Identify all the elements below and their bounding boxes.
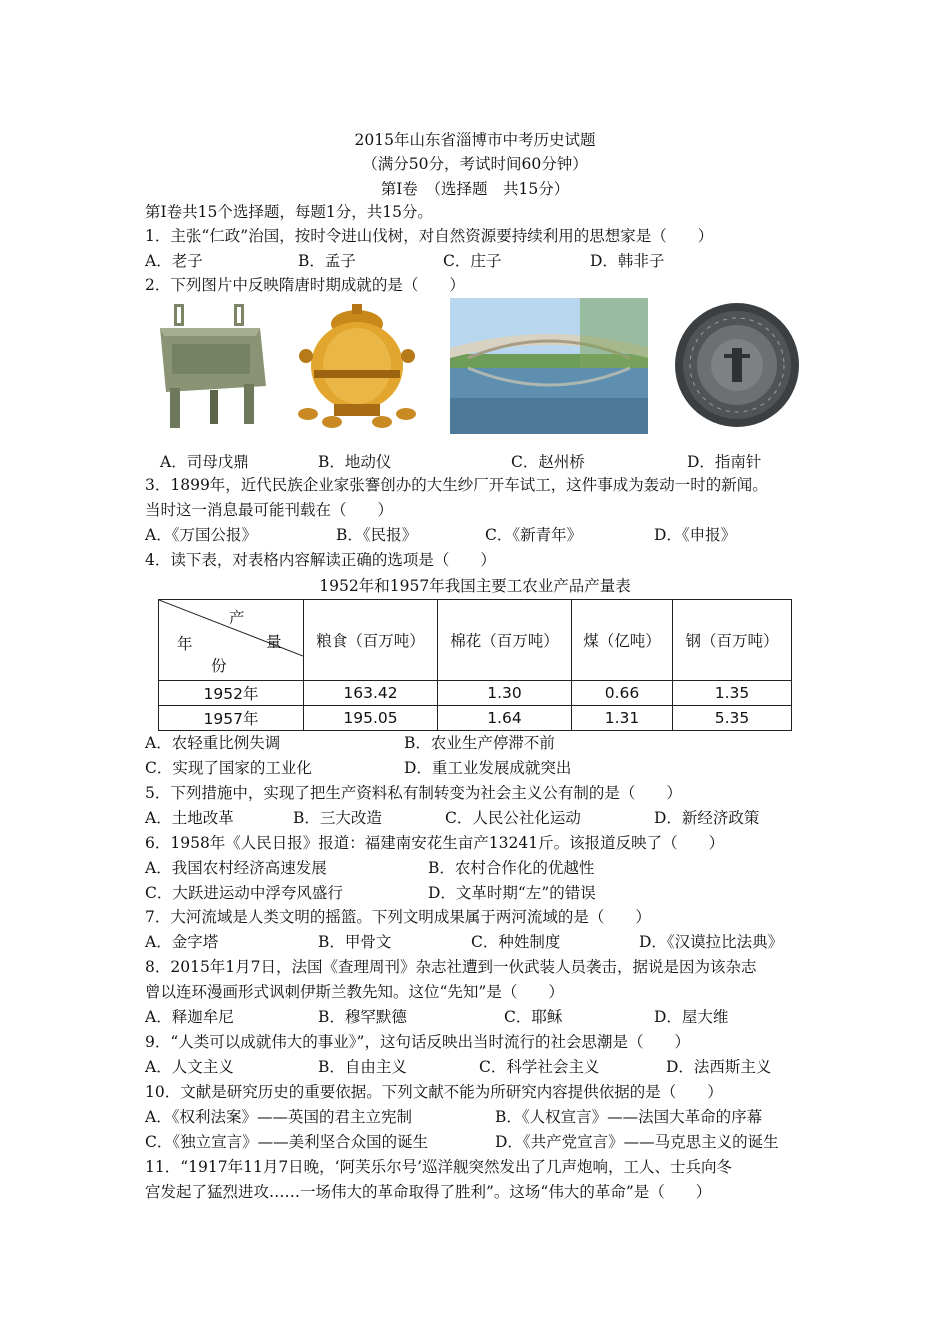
question-7-stem: 7．大河流域是人类文明的摇篮。下列文明成果属于两河流域的是（ ） — [145, 908, 651, 926]
caption-d: D．指南针 — [687, 453, 762, 471]
cell-coal: 1.31 — [572, 706, 673, 731]
option-d: D．《共产党宣言》——马克思主义的诞生 — [495, 1133, 779, 1151]
caption-b: B．地动仪 — [318, 453, 392, 471]
question-3-stem-line-2: 当时这一消息最可能刊载在（ ） — [145, 501, 394, 519]
table-corner-cell — [159, 600, 304, 681]
option-d: D．文革时期“左”的错误 — [428, 884, 596, 902]
option-d: D．韩非子 — [590, 252, 665, 270]
caption-a: A．司母戊鼎 — [160, 453, 249, 471]
option-b: B．《人权宣言》——法国大革命的序幕 — [495, 1108, 763, 1126]
cell-grain: 163.42 — [304, 681, 438, 706]
header-coal: 煤（亿吨） — [572, 600, 673, 681]
ding-image — [152, 302, 274, 434]
option-b: B．穆罕默德 — [318, 1008, 407, 1026]
option-a: A．《万国公报》 — [145, 526, 257, 544]
option-b: B．甲骨文 — [318, 933, 392, 951]
header-cotton: 棉花（百万吨） — [438, 600, 572, 681]
option-b: B．孟子 — [298, 252, 356, 270]
option-b: B．农业生产停滞不前 — [404, 734, 555, 752]
compass-image — [674, 302, 800, 432]
option-b: B．农村合作化的优越性 — [428, 859, 595, 877]
table-row — [159, 681, 792, 706]
section-intro: 第Ⅰ卷共15个选择题，每题1分，共15分。 — [145, 203, 433, 221]
option-b: B．三大改造 — [293, 809, 382, 827]
cell-cotton: 1.30 — [438, 681, 572, 706]
option-c: C．庄子 — [443, 252, 502, 270]
option-c: C．人民公社化运动 — [445, 809, 581, 827]
option-d: D．重工业发展成就突出 — [404, 759, 572, 777]
option-a: A．农轻重比例失调 — [145, 734, 281, 752]
option-a: A．我国农村经济高速发展 — [145, 859, 327, 877]
question-11-stem-line-1: 11．“1917年11月7日晚，‘阿芙乐尔号’巡洋舰突然发出了几声炮响，工人、士兵向冬 — [145, 1158, 733, 1176]
cell-cotton: 1.64 — [438, 706, 572, 731]
question-11-stem-line-2: 宫发起了猛烈进攻……一场伟大的革命取得了胜利”。这场“伟大的革命”是（ ） — [145, 1183, 712, 1201]
question-8-stem-line-2: 曾以连环漫画形式讽刺伊斯兰教先知。这位“先知”是（ ） — [145, 983, 564, 1001]
option-a: A．人文主义 — [145, 1058, 234, 1076]
option-b: B．自由主义 — [318, 1058, 407, 1076]
option-c: C．耶稣 — [504, 1008, 563, 1026]
header-grain: 粮食（百万吨） — [304, 600, 438, 681]
option-c: C．《新青年》 — [485, 526, 583, 544]
table-title: 1952年和1957年我国主要工农业产品产量表 — [319, 577, 631, 595]
option-d: D．屋大维 — [654, 1008, 729, 1026]
page-title: 2015年山东省淄博市中考历史试题 — [354, 131, 596, 149]
question-6-stem: 6．1958年《人民日报》报道：福建南安花生亩产13241斤。该报道反映了（ ） — [145, 834, 725, 852]
option-a: A．老子 — [145, 252, 203, 270]
question-4-stem: 4．读下表，对表格内容解读正确的选项是（ ） — [145, 551, 496, 569]
question-5-stem: 5．下列措施中，实现了把生产资料私有制转变为社会主义公有制的是（ ） — [145, 784, 682, 802]
table-header-row — [159, 600, 792, 681]
question-3-stem-line-1: 3．1899年，近代民族企业家张謇创办的大生纱厂开车试工，这件事成为轰动一时的新闻。 — [145, 476, 768, 494]
zhaozhou-bridge-image — [450, 298, 648, 438]
cell-year: 1957年 — [159, 706, 304, 731]
corner-label-3: 量 — [266, 633, 282, 651]
question-8-stem-line-1: 8．2015年1月7日，法国《查理周刊》杂志社遭到一伙武装人员袭击，据说是因为该杂志 — [145, 958, 757, 976]
question-2-stem: 2．下列图片中反映隋唐时期成就的是（ ） — [145, 276, 465, 294]
section-heading: 第Ⅰ卷 （选择题 共15分） — [380, 180, 570, 198]
caption-c: C．赵州桥 — [511, 453, 585, 471]
option-a: A．释迦牟尼 — [145, 1008, 234, 1026]
cell-year: 1952年 — [159, 681, 304, 706]
page-subtitle: （满分50分，考试时间60分钟） — [362, 155, 588, 173]
cell-steel: 5.35 — [673, 706, 792, 731]
corner-label-2: 年 — [177, 635, 193, 653]
option-d: D．《汉谟拉比法典》 — [639, 933, 784, 951]
option-c: C．《独立宣言》——美利坚合众国的诞生 — [145, 1133, 429, 1151]
cell-steel: 1.35 — [673, 681, 792, 706]
option-c: C．大跃进运动中浮夸风盛行 — [145, 884, 343, 902]
question-9-stem: 9．“人类可以成就伟大的事业》”，这句话反映出当时流行的社会思潮是（ ） — [145, 1033, 690, 1051]
option-c: C．实现了国家的工业化 — [145, 759, 312, 777]
option-a: A．《权利法案》——英国的君主立宪制 — [145, 1108, 412, 1126]
option-a: A．土地改革 — [145, 809, 234, 827]
option-a: A．金字塔 — [145, 933, 219, 951]
corner-label-4: 份 — [211, 657, 227, 675]
table-row — [159, 706, 792, 731]
seismograph-image — [292, 300, 422, 434]
option-d: D．法西斯主义 — [666, 1058, 772, 1076]
cell-grain: 195.05 — [304, 706, 438, 731]
corner-label-1: 产 — [229, 609, 245, 627]
production-table — [158, 599, 792, 731]
header-steel: 钢（百万吨） — [673, 600, 792, 681]
option-d: D．新经济政策 — [654, 809, 760, 827]
option-b: B．《民报》 — [336, 526, 418, 544]
question-1-stem: 1．主张“仁政”治国，按时令进山伐树，对自然资源要持续利用的思想家是（ ） — [145, 227, 714, 245]
cell-coal: 0.66 — [572, 681, 673, 706]
option-d: D．《申报》 — [654, 526, 737, 544]
option-c: C．种姓制度 — [471, 933, 561, 951]
option-c: C．科学社会主义 — [479, 1058, 600, 1076]
question-10-stem: 10．文献是研究历史的重要依据。下列文献不能为所研究内容提供依据的是（ ） — [145, 1083, 723, 1101]
